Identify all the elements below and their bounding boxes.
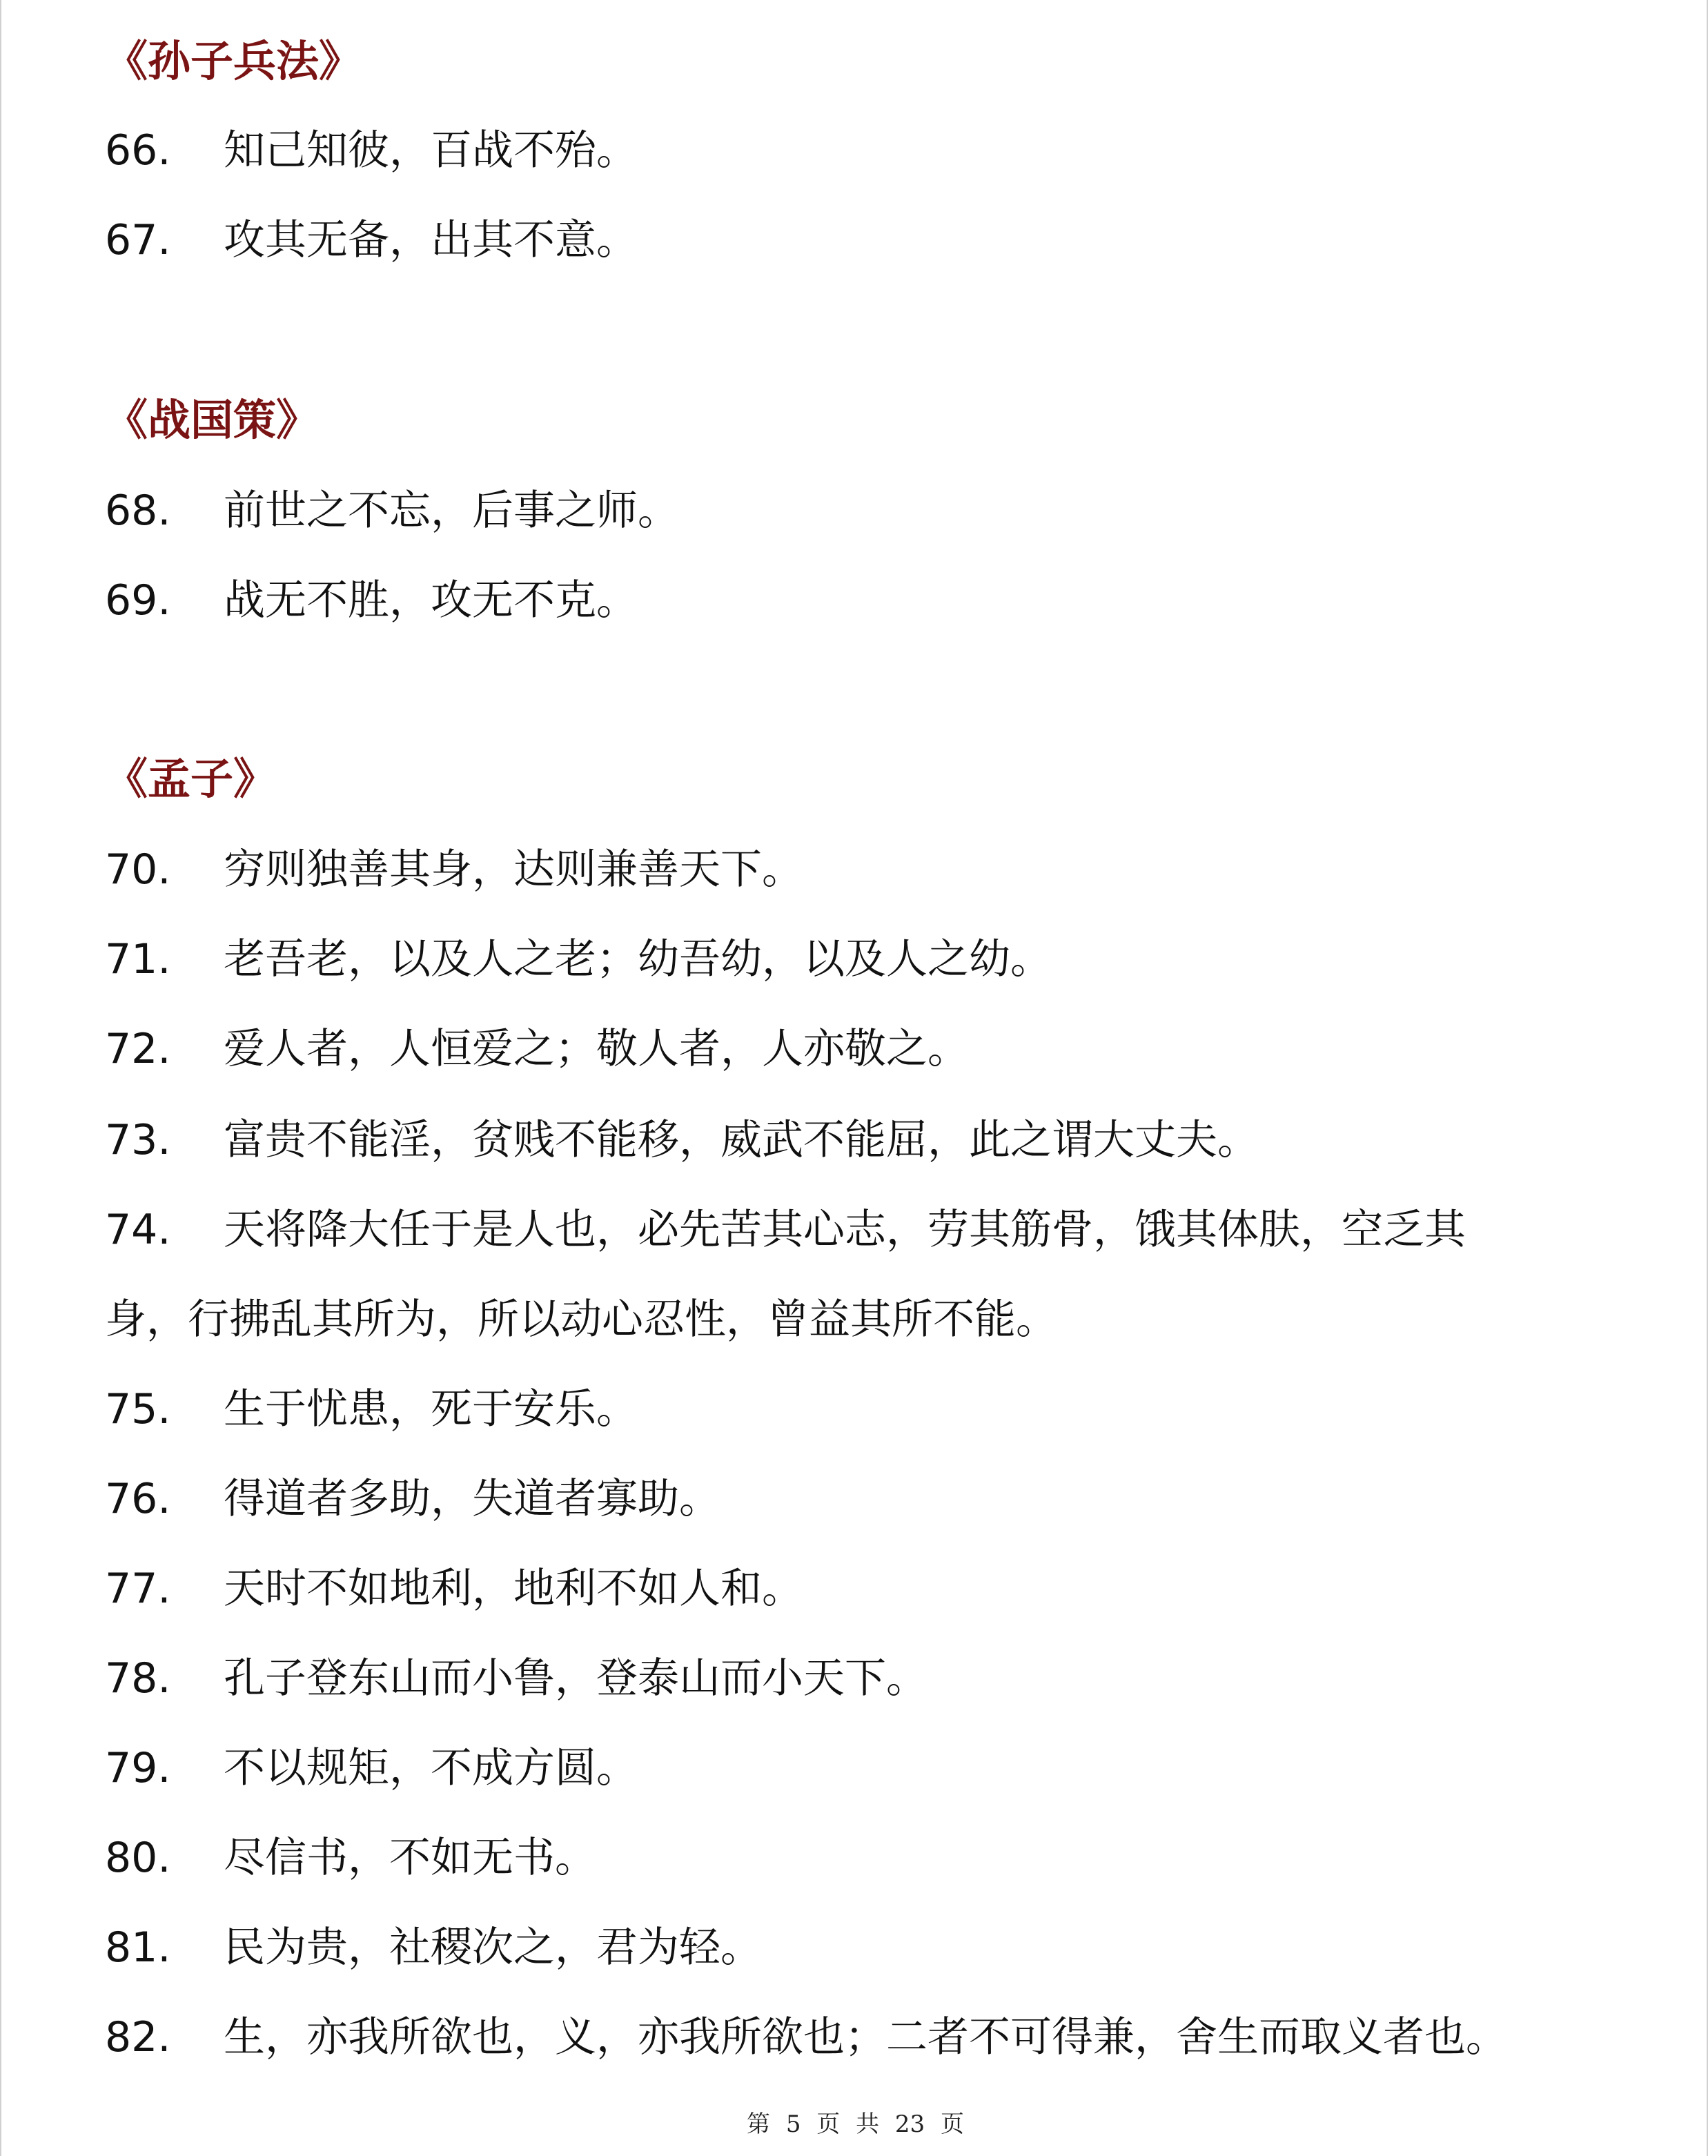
section-heading-mengzi: 《孟子》: [105, 754, 277, 804]
quote-number: 76.: [105, 1475, 171, 1523]
quote-text: 攻其无备，出其不意。: [224, 216, 638, 264]
quote-text: 穷则独善其身，达则兼善天下。: [224, 845, 803, 894]
quote-number: 79.: [105, 1744, 171, 1792]
quote-item: [105, 1654, 927, 1703]
quote-item: [105, 1834, 596, 1882]
quote-number: 69.: [105, 576, 171, 625]
quote-item: [105, 845, 803, 894]
quote-item: [105, 1385, 638, 1433]
quote-number: 72.: [105, 1025, 171, 1073]
quote-item: [105, 126, 638, 175]
quote-item: [105, 216, 638, 264]
quote-text: 天将降大任于是人也，必先苦其心志，劳其筋骨，饿其体肤，空乏其: [224, 1206, 1466, 1254]
quote-number: 80.: [105, 1834, 171, 1882]
quote-item: [105, 487, 679, 535]
quote-text: 民为贵，社稷次之，君为轻。: [224, 1923, 762, 1972]
quote-number: 68.: [105, 487, 171, 535]
quote-text: 富贵不能淫，贫贱不能移，威武不能屈，此之谓大丈夫。: [224, 1116, 1259, 1164]
quote-number: 71.: [105, 935, 171, 983]
quote-text: 不以规矩，不成方圆。: [224, 1744, 638, 1792]
quote-item: [105, 1923, 762, 1972]
quote-item: [105, 935, 1052, 983]
quote-number: 77.: [105, 1565, 171, 1613]
quote-number: 73.: [105, 1116, 171, 1164]
quote-item: [105, 1025, 969, 1073]
quote-text: 孔子登东山而小鲁，登泰山而小天下。: [224, 1654, 927, 1703]
quote-text: 战无不胜，攻无不克。: [224, 576, 638, 625]
quote-number: 66.: [105, 126, 171, 175]
quote-number: 78.: [105, 1654, 171, 1703]
quote-text: 尽信书，不如无书。: [224, 1834, 596, 1882]
page-footer: 第 5 页 共 23 页: [747, 2110, 964, 2138]
quote-continuation: 身，行拂乱其所为，所以动心忍性，曾益其所不能。: [105, 1295, 1057, 1344]
section-heading-zhanguoce: 《战国策》: [105, 395, 320, 445]
quote-text: 得道者多助，失道者寡助。: [224, 1475, 720, 1523]
quote-item: [105, 1475, 720, 1523]
quote-item: [105, 2013, 1507, 2061]
quote-number: 75.: [105, 1385, 171, 1433]
quote-text: 生于忧患，死于安乐。: [224, 1385, 638, 1433]
quote-item: [105, 576, 638, 625]
quote-text: 老吾老，以及人之老；幼吾幼，以及人之幼。: [224, 935, 1052, 983]
quote-number: 82.: [105, 2013, 171, 2061]
quote-item: [105, 1116, 1259, 1164]
quote-number: 74.: [105, 1206, 171, 1254]
quote-text: 天时不如地利，地利不如人和。: [224, 1565, 803, 1613]
quote-text: 知己知彼，百战不殆。: [224, 126, 638, 175]
quote-text: 爱人者，人恒爱之；敬人者，人亦敬之。: [224, 1025, 969, 1073]
section-heading-sunzi: 《孙子兵法》: [105, 36, 362, 86]
quote-text: 生，亦我所欲也，义，亦我所欲也；二者不可得兼，舍生而取义者也。: [224, 2013, 1507, 2061]
quote-number: 70.: [105, 845, 171, 894]
quote-number: 67.: [105, 216, 171, 264]
quote-item: [105, 1565, 803, 1613]
quote-text: 前世之不忘，后事之师。: [224, 487, 679, 535]
quote-item: [105, 1744, 638, 1792]
quote-item: [105, 1206, 1466, 1254]
quote-number: 81.: [105, 1923, 171, 1972]
